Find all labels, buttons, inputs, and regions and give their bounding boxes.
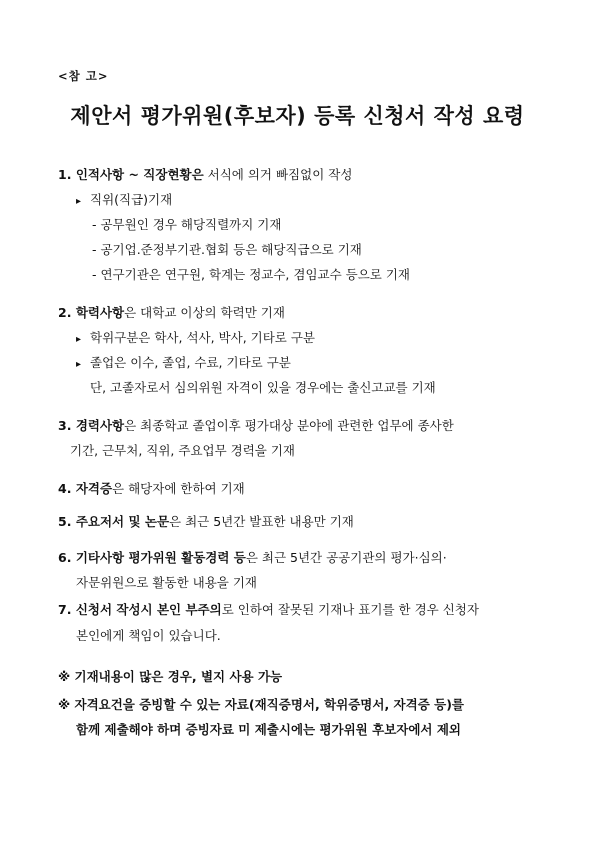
- note-2-continuation: 함께 제출해야 하며 증빙자료 미 제출시에는 평가위원 후보자에서 제외: [76, 722, 461, 737]
- section-2-heading: [58, 305, 285, 321]
- section-1-sub-1: - 공무원인 경우 해당직렬까지 기재: [92, 217, 282, 232]
- bullet-triangle-icon: ▸: [76, 196, 82, 207]
- section-4-heading: [58, 481, 245, 497]
- section-7-number: 7.: [58, 602, 76, 617]
- section-2-bullet-1: [76, 330, 315, 348]
- section-2-text: 은 대학교 이상의 학력만 기재: [124, 305, 285, 320]
- section-6-heading: [58, 550, 447, 566]
- note-1: ※ 기재내용이 많은 경우, 별지 사용 가능: [58, 669, 283, 684]
- section-4-text: 은 해당자에 한하여 기재: [112, 481, 245, 496]
- section-5-heading: [58, 514, 354, 530]
- section-7-text: 로 인하여 잘못된 기재나 표기를 한 경우 신청자: [221, 602, 479, 617]
- section-2-bullet-2: [76, 355, 291, 373]
- section-2-bold: 학력사항: [75, 305, 125, 320]
- section-3-heading: [58, 418, 454, 434]
- section-6-continuation: 자문위원으로 활동한 내용을 기재: [76, 575, 257, 590]
- section-1-sub-3: - 연구기관은 연구원, 학계는 정교수, 겸임교수 등으로 기재: [92, 267, 410, 282]
- bullet-triangle-icon: ▸: [76, 359, 82, 370]
- bullet-triangle-icon: ▸: [76, 334, 82, 345]
- section-1-text: 서식에 의거 빠짐없이 작성: [203, 167, 353, 182]
- section-2-number: 2.: [58, 305, 76, 320]
- section-6-number: 6.: [58, 550, 76, 565]
- section-2-continuation: 단, 고졸자로서 심의위원 자격이 있을 경우에는 출신고교를 기재: [90, 380, 436, 395]
- section-5-bold: 주요저서 및 논문: [75, 514, 170, 529]
- section-1-bullet-text: 직위(직급)기재: [90, 192, 173, 207]
- section-4-bold: 자격증: [75, 481, 113, 496]
- section-1-heading: [58, 167, 352, 183]
- section-3-continuation: 기간, 근무처, 직위, 주요업무 경력을 기재: [70, 443, 295, 458]
- section-7-heading: [58, 602, 479, 618]
- section-1-sub-2: - 공기업.준정부기관.협회 등은 해당직급으로 기재: [92, 242, 362, 257]
- section-7-continuation: 본인에게 책임이 있습니다.: [76, 628, 221, 643]
- note-2: ※ 자격요건을 증빙할 수 있는 자료(재직증명서, 학위증명서, 자격증 등)를: [58, 697, 464, 712]
- section-2-bullet-2-text: 졸업은 이수, 졸업, 수료, 기타로 구분: [90, 355, 291, 370]
- section-5-number: 5.: [58, 514, 76, 529]
- page-title: 제안서 평가위원(후보자) 등록 신청서 작성 요령: [70, 104, 525, 128]
- section-6-text: 은 최근 5년간 공공기관의 평가·심의·: [245, 550, 447, 565]
- section-4-number: 4.: [58, 481, 76, 496]
- section-2-bullet-1-text: 학위구분은 학사, 석사, 박사, 기타로 구분: [90, 330, 315, 345]
- section-5-text: 은 최근 5년간 발표한 내용만 기재: [169, 514, 354, 529]
- section-1-bullet: [76, 192, 172, 210]
- section-1-number: 1.: [58, 167, 76, 182]
- section-1-bold: 인적사항 ~ 직장현황은: [75, 167, 204, 182]
- reference-label: <참 고>: [58, 69, 109, 83]
- section-3-text: 은 최종학교 졸업이후 평가대상 분야에 관련한 업무에 종사한: [124, 418, 454, 433]
- section-7-bold: 신청서 작성시 본인 부주의: [75, 602, 222, 617]
- section-3-bold: 경력사항: [75, 418, 125, 433]
- section-6-bold: 기타사항 평가위원 활동경력 등: [75, 550, 246, 565]
- section-3-number: 3.: [58, 418, 76, 433]
